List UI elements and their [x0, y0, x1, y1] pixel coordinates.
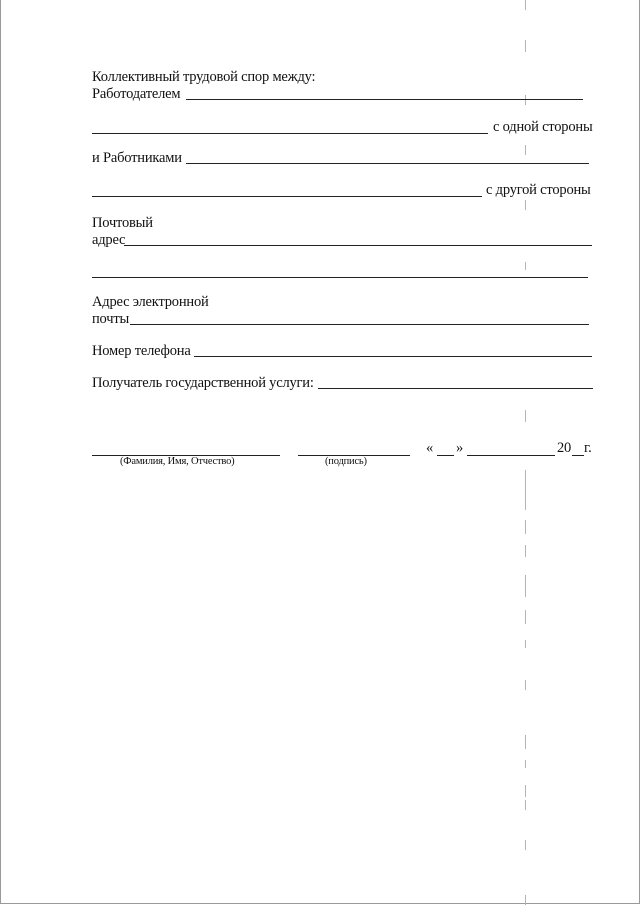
email-field-line[interactable]: [130, 324, 589, 325]
employer-field-line-2[interactable]: [92, 133, 488, 134]
date-quote-close: »: [456, 440, 464, 456]
side-two-label: с другой стороны: [486, 182, 591, 198]
recipient-field-line[interactable]: [318, 388, 593, 389]
email-label-line-1: Адрес электронной: [92, 294, 209, 310]
date-day-line[interactable]: [437, 455, 454, 456]
form-heading: Коллективный трудовой спор между:: [92, 69, 316, 85]
postal-label-line-1: Почтовый: [92, 215, 153, 231]
phone-field-line[interactable]: [194, 356, 592, 357]
email-label-line-2: почты: [92, 311, 130, 327]
employer-label: Работодателем: [92, 86, 181, 102]
date-year-suffix: г.: [584, 440, 592, 456]
date-year-line[interactable]: [572, 455, 584, 456]
full-name-caption: (Фамилия, Имя, Отчество): [120, 456, 235, 467]
employees-field-line-2[interactable]: [92, 196, 482, 197]
signature-caption: (подпись): [325, 456, 367, 467]
employer-field-line[interactable]: [186, 99, 583, 100]
date-month-line[interactable]: [467, 455, 555, 456]
postal-address-field-line-2[interactable]: [92, 277, 588, 278]
recipient-label: Получатель государственной услуги:: [92, 375, 314, 391]
employees-field-line[interactable]: [186, 163, 589, 164]
postal-address-field-line[interactable]: [124, 245, 592, 246]
employees-label: и Работниками: [92, 150, 182, 166]
postal-label-line-2: адрес: [92, 232, 126, 248]
phone-label: Номер телефона: [92, 343, 191, 359]
date-quote-open: «: [426, 440, 434, 456]
date-year-prefix: 20: [557, 440, 572, 456]
side-one-label: с одной стороны: [493, 119, 593, 135]
